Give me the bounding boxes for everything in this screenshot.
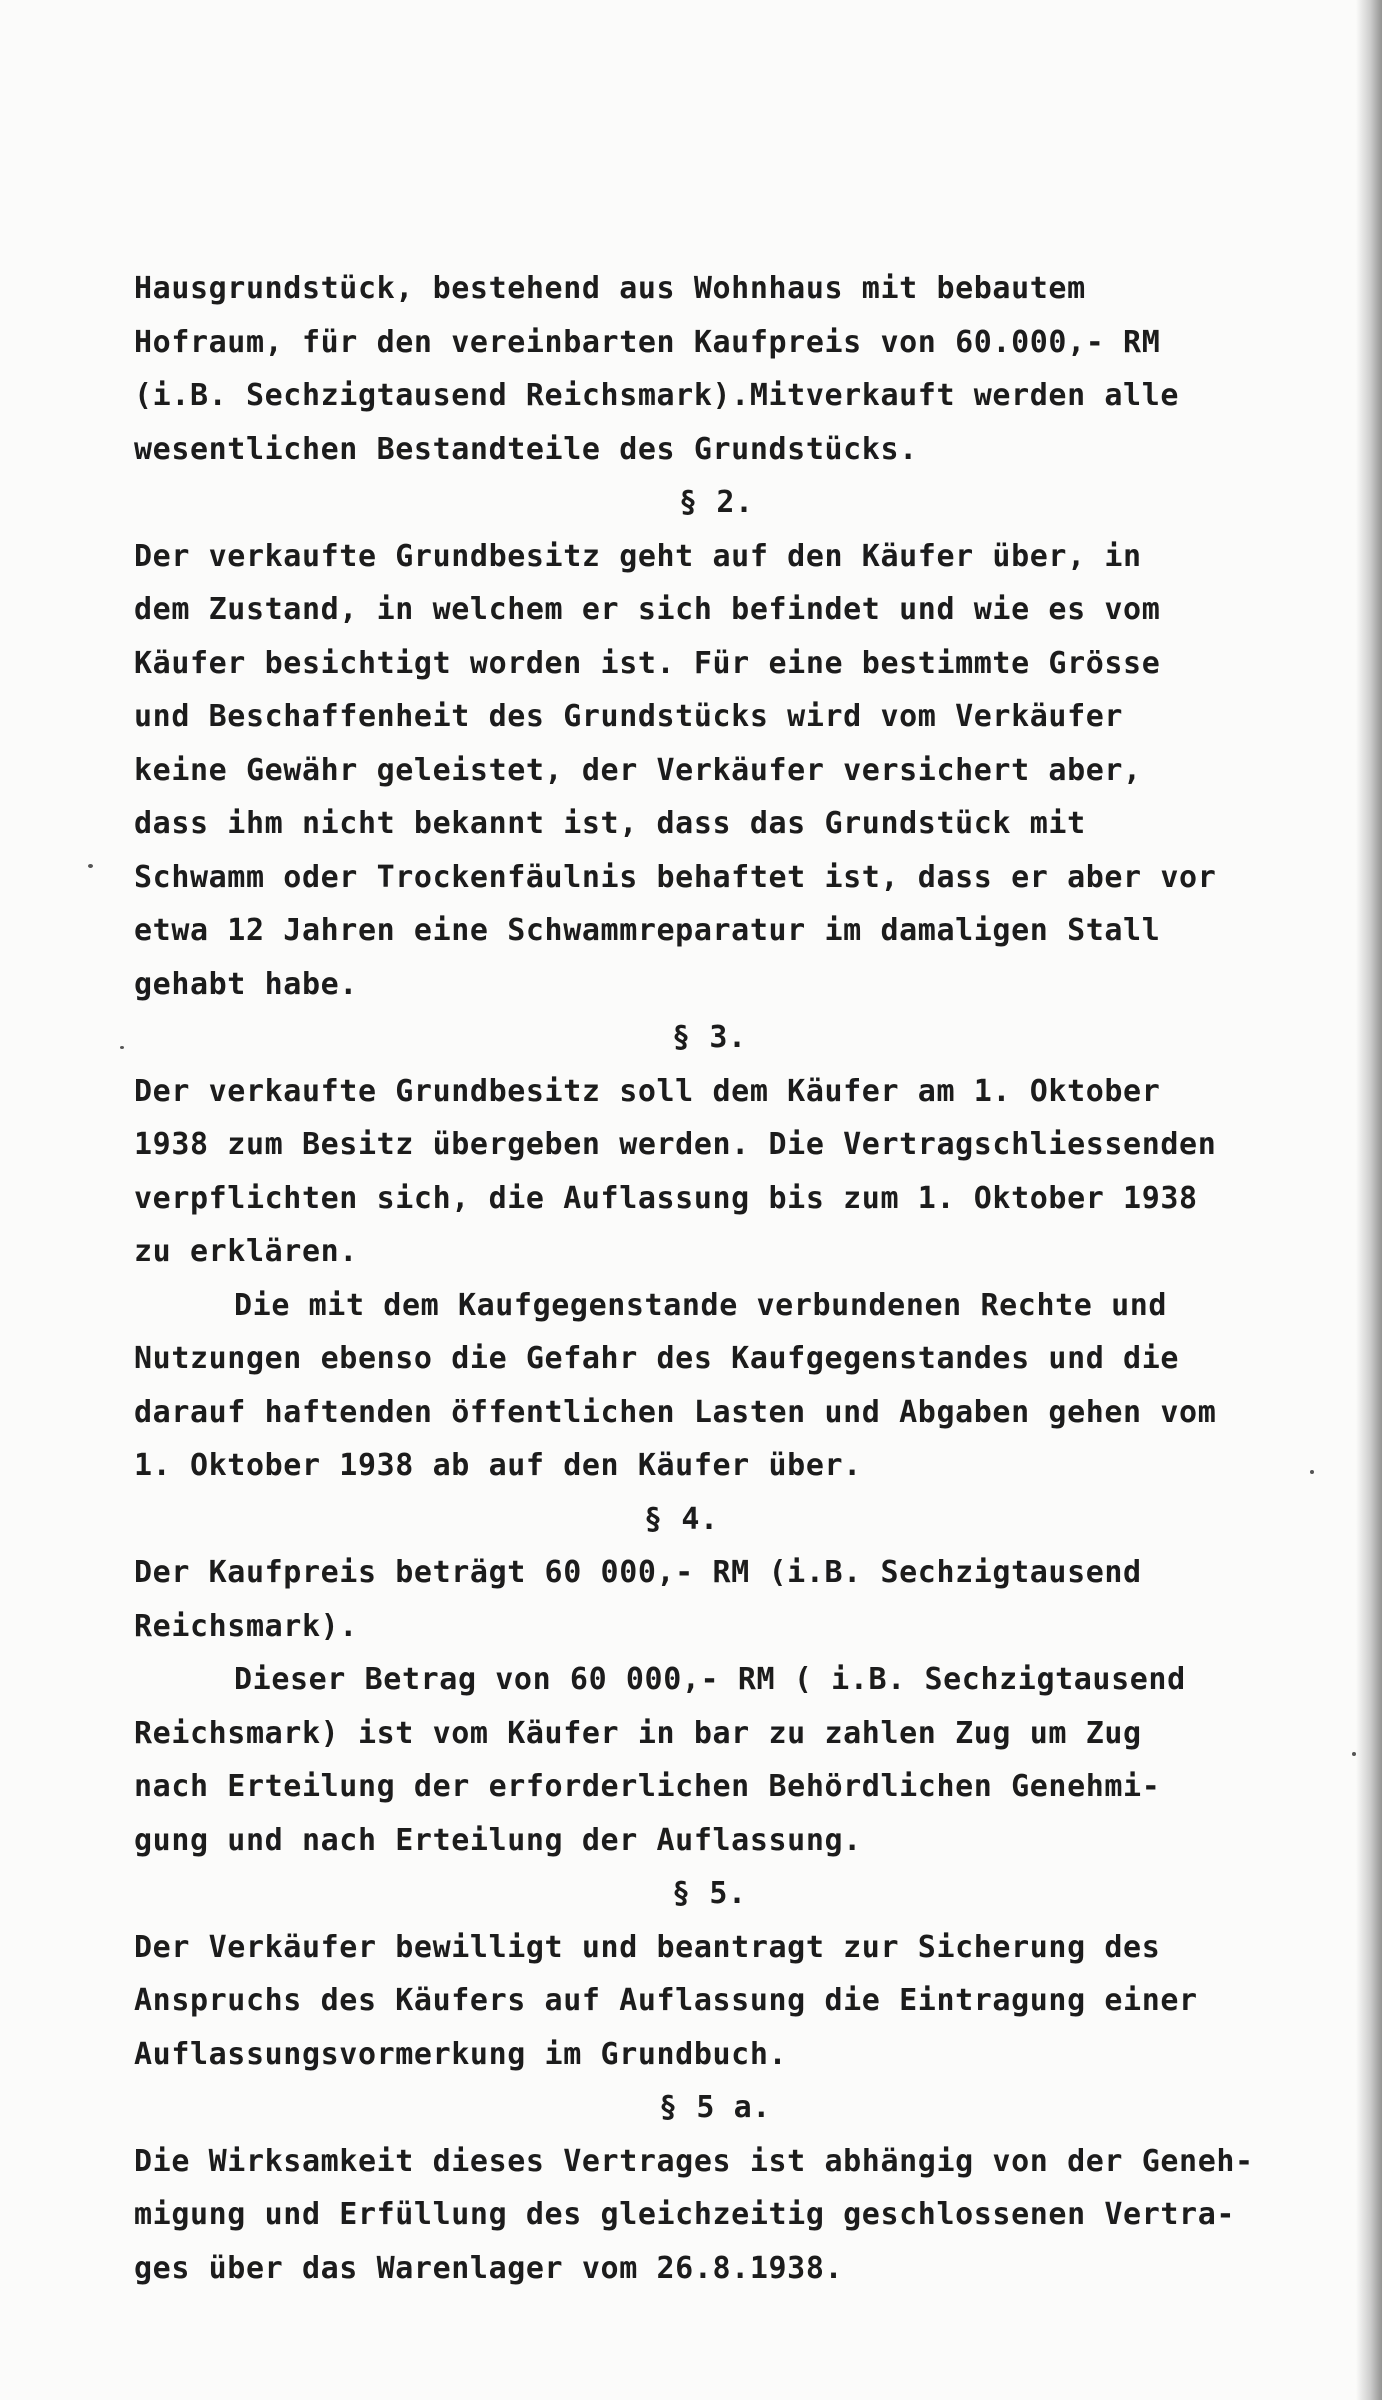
section-heading: § 5. <box>672 1876 747 1911</box>
text-line: Der verkaufte Grundbesitz geht auf den Käufer über, in <box>134 538 1142 574</box>
text-line: nach Erteilung der erforderlichen Behördlichen Genehmi- <box>134 1769 1161 1804</box>
paragraph-section-2 <box>134 530 1364 1012</box>
text-line: Schwamm oder Trockenfäulnis behaftet ist, dass er aber vor <box>134 859 1217 895</box>
scan-speck <box>88 864 93 868</box>
section-heading: § 4. <box>644 1501 719 1537</box>
text-line: Die mit dem Kaufgegenstande verbundenen Rechte und <box>234 1287 1168 1323</box>
text-line: Die Wirksamkeit dieses Vertrages ist abhängig von der Geneh- <box>134 2143 1254 2179</box>
text-line: zu erklären. <box>134 1234 358 1269</box>
paragraph-section-4 <box>134 1546 1364 1653</box>
text-line: Der verkaufte Grundbesitz soll dem Käufer am 1. Oktober <box>134 1073 1161 1109</box>
text-line: 1. Oktober 1938 ab auf den Käufer über. <box>134 1448 862 1483</box>
text-line: etwa 12 Jahren eine Schwammreparatur im damaligen Stall <box>134 913 1161 948</box>
paragraph-section-3-continued <box>134 1279 1364 1493</box>
text-line: Hausgrundstück, bestehend aus Wohnhaus mit bebautem <box>134 271 1086 306</box>
section-heading: § 5 a. <box>659 2090 771 2125</box>
text-line: darauf haftenden öffentlichen Lasten und Abgaben gehen vom <box>134 1394 1217 1430</box>
text-line: Reichsmark) ist vom Käufer in bar zu zahlen Zug um Zug <box>134 1715 1142 1751</box>
section-heading: § 3. <box>672 1020 747 1055</box>
contract-text <box>134 262 1364 2295</box>
text-line: Der Kaufpreis beträgt 60 000,- RM (i.B. Sechzigtausend <box>134 1555 1142 1590</box>
text-line: und Beschaffenheit des Grundstücks wird vom Verkäufer <box>134 699 1124 734</box>
paragraph-section-4-continued <box>134 1653 1364 1867</box>
text-line: dass ihm nicht bekannt ist, dass das Grundstück mit <box>134 806 1086 841</box>
text-line: gung und nach Erteilung der Auflassung. <box>134 1822 862 1858</box>
section-heading: § 2. <box>679 485 754 520</box>
text-line: Käufer besichtigt worden ist. Für eine bestimmte Grösse <box>134 645 1161 681</box>
text-line: verpflichten sich, die Auflassung bis zum 1. Oktober 1938 <box>134 1180 1198 1216</box>
text-line: keine Gewähr geleistet, der Verkäufer versichert aber, <box>134 752 1142 788</box>
text-line: Reichsmark). <box>134 1608 358 1644</box>
text-line: gehabt habe. <box>134 966 358 1002</box>
text-line: Hofraum, für den vereinbarten Kaufpreis von 60.000,- RM <box>134 324 1161 360</box>
text-line: (i.B. Sechzigtausend Reichsmark).Mitverkauft werden alle <box>134 378 1180 413</box>
text-line: migung und Erfüllung des gleichzeitig geschlossenen Vertra- <box>134 2197 1236 2232</box>
paragraph-section-5 <box>134 1921 1364 2082</box>
text-line: Der Verkäufer bewilligt und beantragt zur Sicherung des <box>134 1929 1161 1965</box>
paragraph-intro <box>134 262 1364 476</box>
text-line: ges über das Warenlager vom 26.8.1938. <box>134 2250 844 2286</box>
text-line: Auflassungsvormerkung im Grundbuch. <box>134 2036 788 2072</box>
text-line: wesentlichen Bestandteile des Grundstücks. <box>134 431 918 467</box>
text-line: 1938 zum Besitz übergeben werden. Die Vertragschliessenden <box>134 1127 1217 1162</box>
paragraph-section-5a <box>134 2135 1364 2296</box>
text-line: Dieser Betrag von 60 000,- RM ( i.B. Sechzigtausend <box>234 1662 1186 1697</box>
paragraph-section-3 <box>134 1065 1364 1279</box>
text-line: Nutzungen ebenso die Gefahr des Kaufgegenstandes und die <box>134 1341 1180 1376</box>
text-line: Anspruchs des Käufers auf Auflassung die Eintragung einer <box>134 1983 1198 2018</box>
scan-speck <box>120 1046 124 1049</box>
text-line: dem Zustand, in welchem er sich befindet und wie es vom <box>134 592 1161 627</box>
